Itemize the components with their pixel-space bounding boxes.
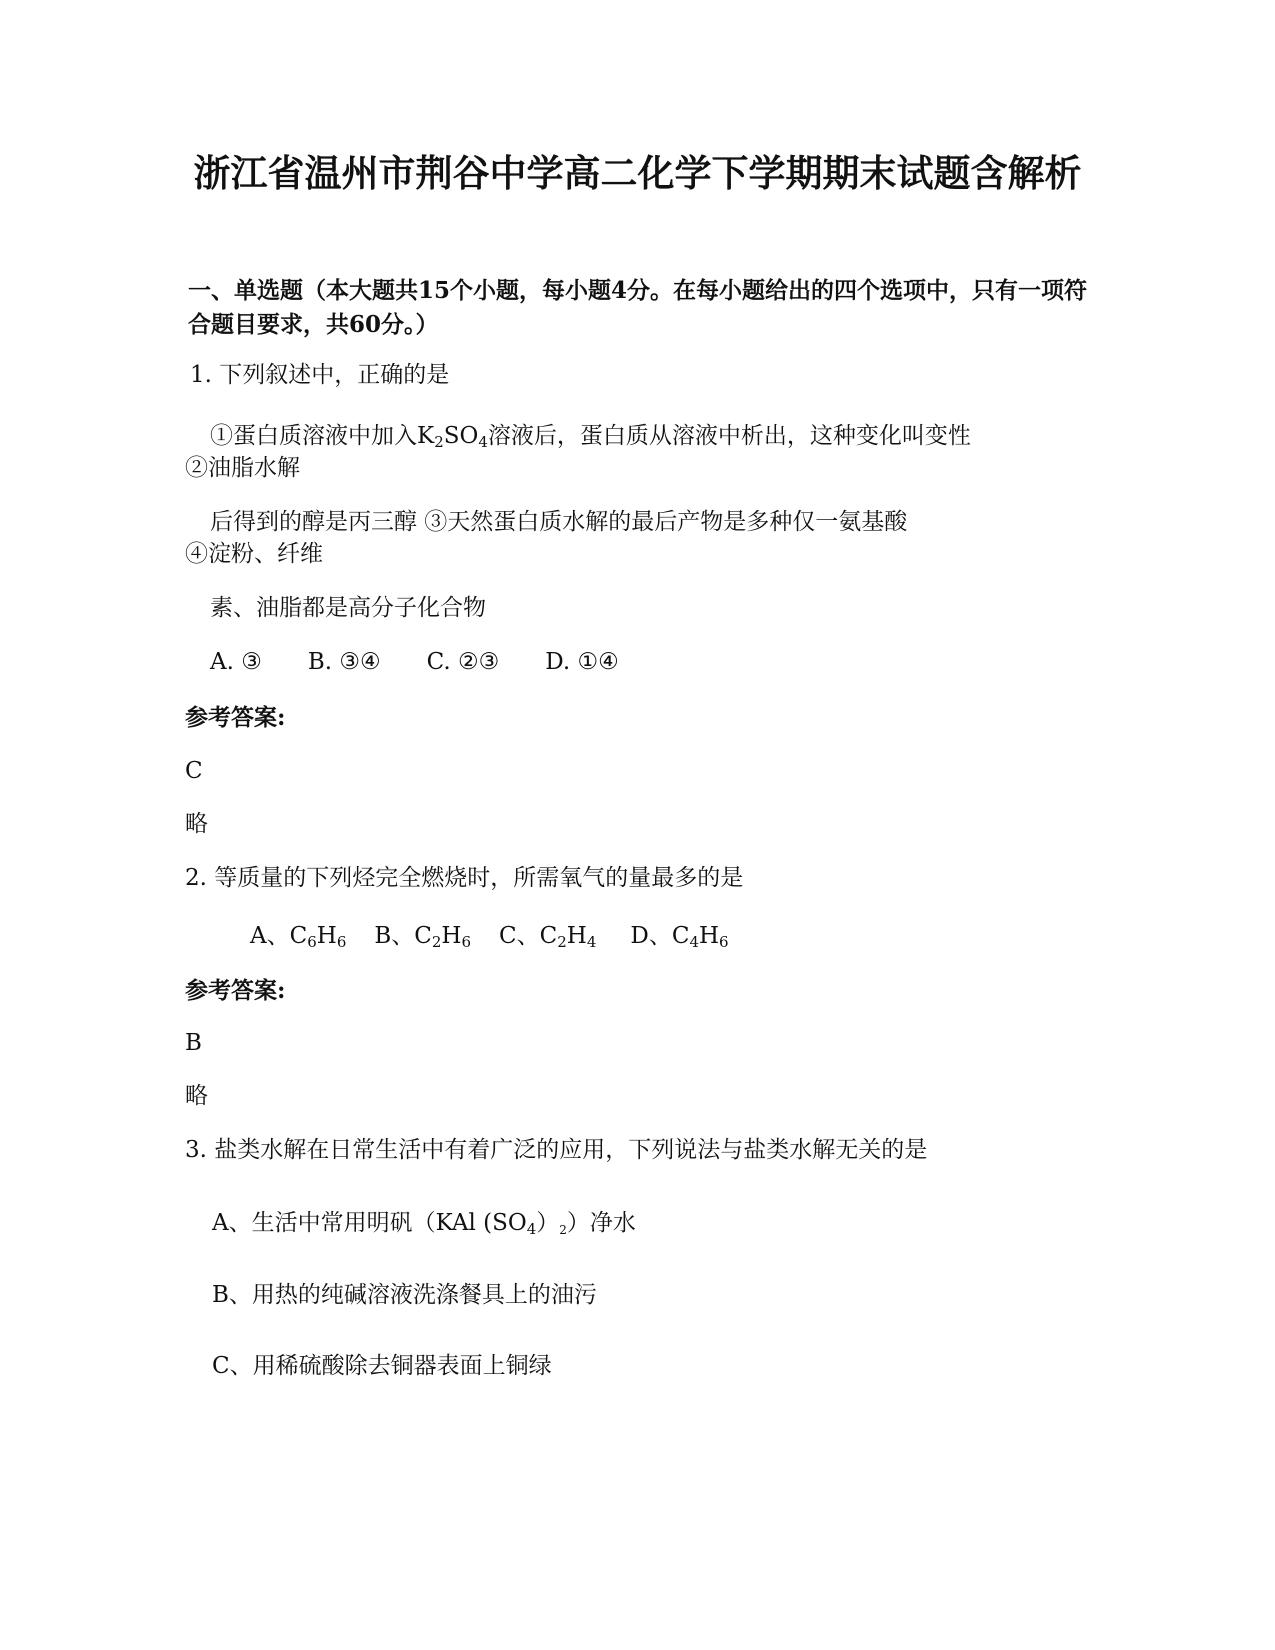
question-1-line-2: ②油脂水解 [185, 455, 300, 481]
question-3-option-a: A、生活中常用明矾（KAl $(SO_4)_2$）净水 [212, 1210, 636, 1238]
question-1-line-4: ④淀粉、纤维 [185, 541, 323, 567]
answer-label-2: 参考答案: [185, 977, 286, 1004]
question-2-answer: B [185, 1030, 202, 1056]
question-2-option-c: C、$C_2H_4$ [499, 923, 597, 951]
question-1-option-d: D. ①④ [545, 649, 619, 675]
question-1-stem: 1. 下列叙述中，正确的是 [190, 362, 450, 388]
question-1-option-b: B. ③④ [307, 649, 381, 675]
question-1-note: 略 [185, 811, 208, 837]
question-2-option-d: D、$C_4H_6$ [630, 923, 729, 951]
question-2-options [250, 920, 757, 952]
document-title: 浙江省温州市荆谷中学高二化学下学期期末试题含解析 [193, 151, 1082, 195]
question-1-option-c: C. ②③ [426, 649, 500, 675]
question-1-line-1: ①蛋白质溶液中加入$K_2SO_4$溶液后，蛋白质从溶液中析出，这种变化叫变性 [210, 423, 971, 451]
question-2-option-a: A、$C_6H_6$ [250, 923, 347, 951]
answer-label-1: 参考答案: [185, 704, 286, 731]
question-2-stem: 2. 等质量的下列烃完全燃烧时，所需氧气的量最多的是 [185, 865, 744, 891]
question-3-option-b: B、用热的纯碱溶液洗涤餐具上的油污 [212, 1282, 597, 1308]
question-1-options [210, 646, 665, 678]
question-1-line-3: 后得到的醇是丙三醇 ③天然蛋白质水解的最后产物是多种仅一氨基酸 [210, 509, 908, 535]
question-3-stem: 3. 盐类水解在日常生活中有着广泛的应用，下列说法与盐类水解无关的是 [185, 1137, 928, 1163]
question-1-option-a: A. ③ [210, 649, 262, 675]
section-heading: 一、单选题（本大题共15个小题，每小题4分。在每小题给出的四个选项中，只有一项符合题目要求，共60分。） [188, 277, 1088, 338]
question-2-option-b: B、$C_2H_6$ [374, 923, 472, 951]
question-3-option-c: C、用稀硫酸除去铜器表面上铜绿 [212, 1353, 552, 1379]
question-1-answer: C [185, 758, 203, 784]
question-1-line-5: 素、油脂都是高分子化合物 [210, 595, 486, 621]
question-2-note: 略 [185, 1083, 208, 1109]
